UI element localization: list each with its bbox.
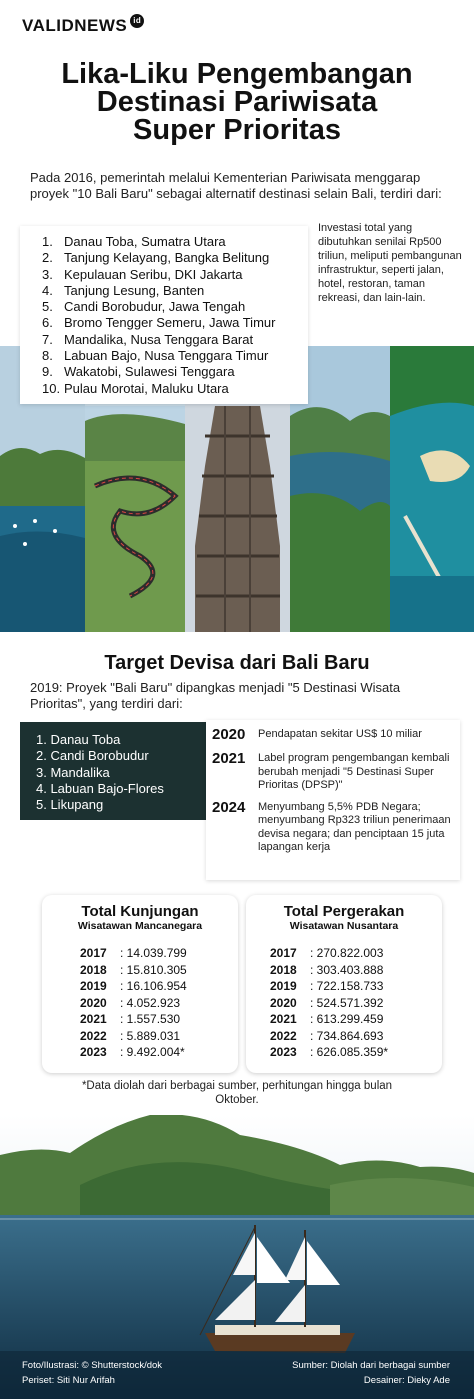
stats-row: 2017 : 14.039.799 [80, 946, 187, 960]
title-line-3: Super Prioritas [133, 114, 341, 146]
list-item: 2. Tanjung Kelayang, Bangka Belitung [42, 250, 270, 266]
stats-row: 2017 : 270.822.003 [270, 946, 384, 960]
researcher-credit: Periset: Siti Nur Arifah [22, 1375, 115, 1386]
stats-row: 2019 : 722.158.733 [270, 979, 384, 993]
stats-row: 2020 : 524.571.392 [270, 995, 384, 1010]
timeline-year: 2020 [212, 726, 246, 743]
list-item: 3. Mandalika [36, 764, 110, 780]
section2-intro: 2019: Proyek "Bali Baru" dipangkas menjadi "5 Destinasi Wisata Prioritas", yang terdiri dari: [30, 680, 401, 711]
data-footnote: *Data diolah dari berbagai sumber, perhitungan hingga bulan Oktober. [81, 1080, 393, 1106]
list-item: 4. Labuan Bajo-Flores [36, 780, 164, 796]
timeline-row [212, 750, 456, 793]
title-line-2: Destinasi Pariwisata [96, 86, 378, 118]
photo-mandalika-circuit [85, 406, 185, 632]
credits-left [22, 1358, 162, 1388]
stats-row: 2018 : 303.403.888 [270, 962, 384, 977]
priority-list [36, 732, 210, 813]
logo-badge: id [130, 14, 144, 28]
foreign-tourist-stats-card [42, 895, 238, 1073]
list-item: 1. Danau Toba, Sumatra Utara [42, 234, 226, 249]
domestic-tourist-stats-card [246, 895, 442, 1073]
photo-borobudur-temple [185, 386, 290, 632]
timeline-text: Label program pengembangan kembali berubah menjadi "5 Destinasi Super Prioritas (DPSP)" [258, 752, 450, 791]
bali-baru-list-card [20, 226, 308, 404]
stats-row: 2019 : 16.106.954 [80, 979, 187, 993]
list-item: 8. Labuan Bajo, Nusa Tenggara Timur [42, 348, 269, 364]
list-item: 5. Candi Borobudur, Jawa Tengah [42, 299, 246, 315]
stats-subtitle: Wisatawan Mancanegara [77, 920, 203, 932]
timeline-text: Pendapatan sekitar US$ 10 miliar [258, 728, 422, 740]
list-item: 3. Kepulauan Seribu, DKI Jakarta [42, 266, 243, 282]
list-item: 5. Likupang [36, 797, 104, 813]
photo-island-sandbar [390, 346, 474, 632]
stats-title: Total Kunjungan [81, 903, 199, 920]
logo-text: VALIDNEWS [22, 16, 128, 35]
list-item: 4. Tanjung Lesung, Banten [42, 282, 205, 298]
source-credit: Sumber: Diolah dari berbagai sumber [292, 1360, 450, 1371]
priority-destinations-card [20, 722, 210, 820]
stats-row: 2023 : 626.085.359* [270, 1045, 389, 1059]
timeline-year: 2021 [212, 750, 246, 767]
intro-paragraph: Pada 2016, pemerintah melalui Kementerian Pariwisata menggarap proyek "10 Bali Baru" sebagai alternatif destinasi selain Bali, terdiri dari: [30, 170, 442, 201]
target-timeline-card [206, 720, 460, 880]
list-item: 9. Wakatobi, Sulawesi Tenggara [42, 364, 235, 380]
designer-credit: Desainer: Dieky Ade [363, 1375, 450, 1386]
stats-row: 2021 : 613.299.459 [270, 1012, 384, 1026]
stats-subtitle: Wisatawan Nusantara [289, 920, 399, 932]
timeline-text: Menyumbang 5,5% PDB Negara; menyumbang Rp323 triliun penerimaan devisa negara; dan penciptaan 15 juta lapangan kerja [258, 800, 451, 853]
photo-credit: Foto/Ilustrasi: © Shutterstock/dok [22, 1360, 163, 1371]
list-item: 1. Danau Toba [36, 732, 121, 747]
list-item: 10. Pulau Morotai, Maluku Utara [42, 380, 229, 396]
investment-note: Investasi total yang dibutuhkan senilai Rp500 triliun, meliputi pembangunan infrastruktur, seperti jalan, hotel, restoran, taman rekreasi, dan lain-lain. [318, 222, 462, 304]
stats-title: Total Pergerakan [283, 903, 405, 920]
stats-row: 2020 : 4.052.923 [80, 995, 181, 1010]
stats-row: 2022 : 5.889.031 [80, 1028, 181, 1043]
list-item: 6. Bromo Tengger Semeru, Jawa Timur [42, 315, 276, 331]
bali-baru-list [42, 234, 308, 397]
stats-row: 2022 : 734.864.693 [270, 1028, 384, 1043]
stats-row: 2021 : 1.557.530 [80, 1012, 181, 1026]
stats-row: 2018 : 15.810.305 [80, 962, 187, 977]
page-title [20, 60, 454, 144]
section-title-target-devisa: Target Devisa dari Bali Baru [104, 652, 370, 674]
credits-right [292, 1358, 450, 1388]
timeline-row [212, 799, 456, 855]
stats-row: 2023 : 9.492.004* [80, 1045, 185, 1059]
phinisi-ship-illustration [0, 1115, 474, 1399]
list-item: 7. Mandalika, Nusa Tenggara Barat [42, 331, 254, 347]
list-item: 2. Candi Borobudur [36, 748, 149, 764]
timeline-row [212, 726, 456, 744]
timeline-year: 2024 [212, 798, 246, 816]
title-line-1: Lika-Liku Pengembangan [61, 58, 413, 90]
validnews-logo [22, 16, 144, 36]
